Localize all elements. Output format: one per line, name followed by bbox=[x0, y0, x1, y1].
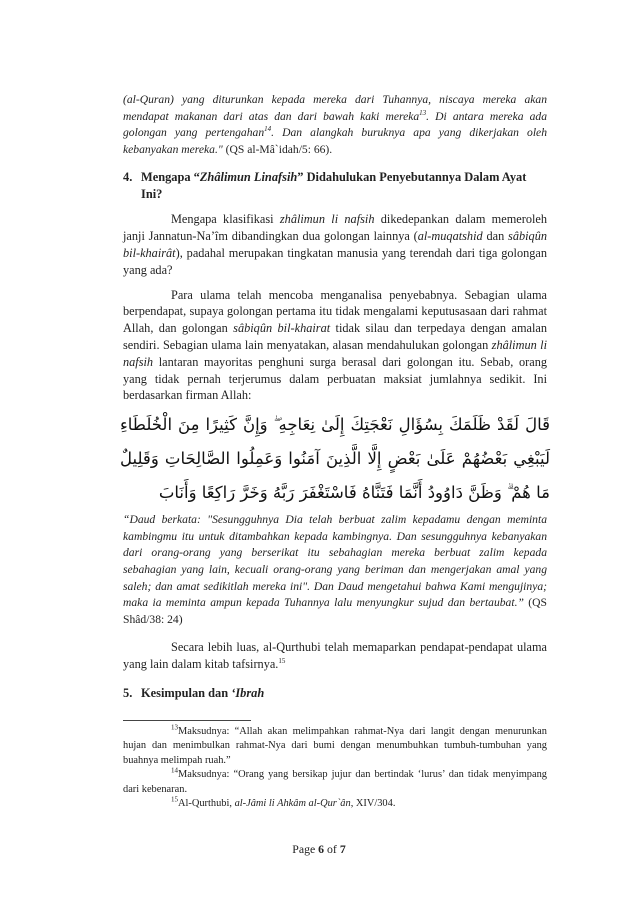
total-pages: 7 bbox=[339, 842, 346, 856]
footnote-ref-13[interactable]: 13 bbox=[419, 108, 427, 117]
current-page-number: 6 bbox=[318, 842, 325, 856]
footnote-divider bbox=[123, 720, 251, 721]
footnotes bbox=[123, 725, 547, 811]
arabic-verse: قَالَ لَقَدْ ظَلَمَكَ بِسُؤَالِ نَعْجَتِكَ إِلَىٰ نِعَاجِهِ ۖ وَإِنَّ كَثِيرًا مِنَ الْخُلَطَاءِ لَيَبْغِي بَعْضُهُمْ عَلَىٰ بَعْضٍ إِلَّا الَّذِينَ آمَنُوا وَعَمِلُوا الصَّالِحَاتِ وَقَلِيلٌ مَا هُمْ ۗ وَظَنَّ دَاوُودُ أَنَّمَا فَتَنَّاهُ فَاسْتَغْفَرَ رَبَّهُ وَخَرَّ رَاكِعًا وَأَنَابَ bbox=[120, 415, 550, 503]
section-5-heading bbox=[123, 685, 547, 702]
footnote-13: $^{13}$Maksudnya: “Allah akan melimpahkan rahmat-Nya dari langit dengan menurunkan hujan dan menimbulkan rahmat-Nya dari bumi dengan menumbuhkan tumbuh-tumbuhan yang buahnya melimpah ruah.” bbox=[123, 723, 547, 766]
of-label: of bbox=[327, 842, 337, 856]
footnote-ref-14[interactable]: 14 bbox=[264, 125, 272, 134]
paragraph: Secara lebih luas, al-Qurthubi telah memaparkan pendapat-pendapat ulama yang lain dalam kitab tafsirnya.$^{15}$ bbox=[123, 640, 547, 672]
verse-reference: (QS Shâd/38: 24) bbox=[123, 596, 547, 626]
footnote-15: $^{15}$Al-Qurthubi, al-Jâmi li Ahkâm al-Qur`ân, XIV/304. bbox=[171, 795, 396, 809]
page-footer bbox=[0, 842, 638, 857]
paragraph: Para ulama telah mencoba menganalisa penyebabnya. Sebagian ulama berpendapat, supaya golongan pertama itu tidak mengalami keputusasaan dari rahmat Allah, dan golongan sâbiqûn bil-khairat tidak silau dan terpedaya dengan amalan sendiri. Sebagian ulama lain menyatakan, alasan mendahulukan golongan zhâlimun li nafsih lantaran mayoritas penghuni surga berasal dari golongan itu. Sebab, orang yang tidak pernah terjerumus dalam perbuatan maksiat jumlahnya sedikit. Ini berdasarkan firman Allah: bbox=[123, 287, 547, 403]
section-number: 4. bbox=[123, 170, 133, 185]
verse-reference: (QS al-Mâ`idah/5: 66). bbox=[222, 142, 333, 156]
footnote-ref-15[interactable]: 15 bbox=[278, 657, 286, 665]
section-title: Mengapa “Zhâlimun Linafsih” Didahulukan Penyebutannya Dalam Ayat Ini? bbox=[141, 170, 527, 202]
quote-qs-al-maidah: (al-Quran) yang diturunkan kepada mereka dari Tuhannya, niscaya mereka akan mendapat makanan dari atas dan dari bawah kaki mereka$^{13}$. Di antara mereka ada golongan yang pertengahan$^{14}$. Dan alangkah buruknya apa yang dikerjakan oleh kebanyakan mereka." (QS al-Mâ`idah/5: 66). bbox=[123, 93, 547, 156]
document-page bbox=[120, 92, 550, 811]
paragraph: Mengapa klasifikasi zhâlimun li nafsih dikedepankan dalam memeroleh janji Jannatun-Na’îm dibandingkan dua golongan lainnya (al-muqatshid dan sâbiqûn bil-khairât), padahal merupakan tingkatan manusia yang terendah dari tiga golongan yang ada? bbox=[123, 212, 547, 277]
section-4-heading bbox=[123, 169, 547, 203]
footnote-14: $^{14}$Maksudnya: “Orang yang bersikap jujur dan bertindak ‘lurus’ dan tidak menyimpang dari kebenaran. bbox=[123, 766, 547, 795]
section-number: 5. bbox=[123, 685, 133, 700]
quote-qs-shad: “Daud berkata: "Sesungguhnya Dia telah berbuat zalim kepadamu dengan meminta kambingmu itu untuk ditambahkan kepada kambingnya. Dan sesungguhnya kebanyakan dari orang-orang yang berserikat itu sebahagian mereka berbuat zalim kepada sebahagian yang lain, kecuali orang-orang yang beriman dan mengerjakan amal yang saleh; dan amat sedikitlah mereka ini". Dan Daud mengetahui bahwa Kami mengujinya; maka ia meminta ampun kepada Tuhannya lalu menyungkur sujud dan bertaubat.” (QS Shâd/38: 24) bbox=[123, 513, 547, 626]
page-label: Page bbox=[292, 842, 316, 856]
section-title: Kesimpulan dan ‘Ibrah bbox=[141, 685, 265, 700]
